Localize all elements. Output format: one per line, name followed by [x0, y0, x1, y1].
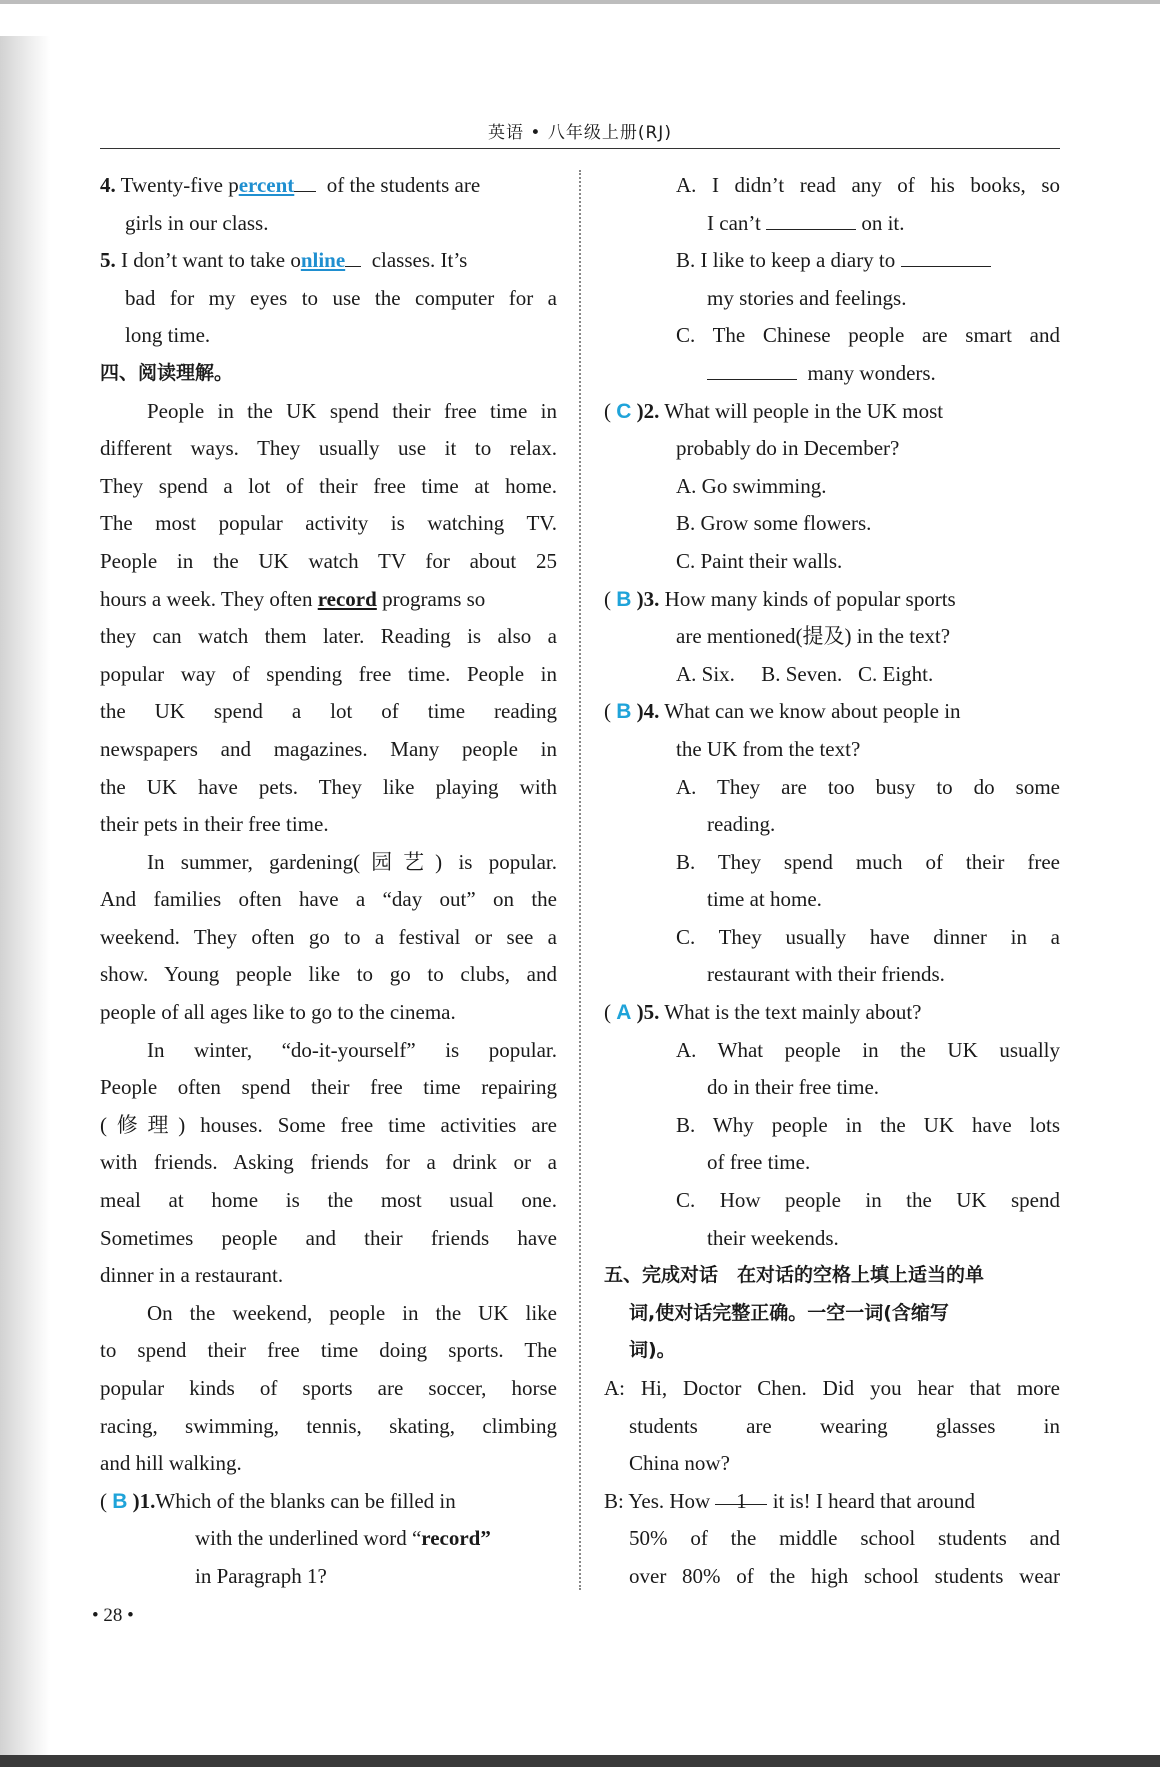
dialog-b-line2: 50% of the middle school students and: [629, 1526, 1060, 1551]
p3-line: dinner in a restaurant.: [100, 1263, 284, 1288]
dialog-b-line1: B: Yes. How 1 it is! I heard that around: [604, 1483, 1060, 1521]
p1-line: People in the UK watch TV for about 25: [100, 548, 557, 573]
q5-line2: bad for my eyes to use the computer for a: [125, 285, 557, 310]
q1-line1: ( B )1.Which of the blanks can be filled in: [100, 1488, 456, 1513]
q1-line2: with the underlined word “record”: [195, 1526, 491, 1551]
dialog-b-line3: over 80% of the high school students wear: [629, 1563, 1060, 1588]
q1-option-c: C. The Chinese people are smart and: [676, 323, 1060, 348]
q5-answer: nline: [300, 248, 346, 273]
p1-line: popular way of spending free time. People in: [100, 661, 557, 686]
header-rule: [100, 148, 1060, 149]
q5-line1: 5. I don’t want to take online classes. It’s: [100, 242, 557, 280]
q4-line2: the UK from the text?: [676, 736, 861, 761]
p3-line: with friends. Asking friends for a drink or a: [100, 1150, 557, 1175]
p1-line: People in the UK spend their free time in: [147, 398, 557, 423]
p1-line: the UK have pets. They like playing with: [100, 774, 557, 799]
q2-line1: ( C )2. What will people in the UK most: [604, 398, 944, 423]
p4-line: On the weekend, people in the UK like: [147, 1300, 557, 1325]
top-edge: [0, 0, 1160, 4]
q5-option-a: A. What people in the UK usually: [676, 1037, 1060, 1062]
q4-option-a: A. They are too busy to do some: [676, 774, 1060, 799]
section5-title-3: 词)。: [629, 1339, 676, 1362]
p3-line: meal at home is the most usual one.: [100, 1188, 557, 1213]
p2-line: weekend. They often go to a festival or see a: [100, 924, 557, 949]
q1-option-b: B. I like to keep a diary to: [604, 242, 1060, 280]
p2-line: people of all ages like to go to the cinema.: [100, 1000, 456, 1025]
q3-options: A. Six. B. Seven. C. Eight.: [676, 661, 934, 686]
q3-line2: are mentioned(提及) in the text?: [676, 624, 951, 649]
blank: [707, 358, 797, 380]
blank: [766, 208, 856, 230]
q4-line1: ( B )4. What can we know about people in: [604, 699, 961, 724]
section5-title-1: 五、完成对话 在对话的空格上填上适当的单: [604, 1264, 985, 1287]
q1-option-c-2: many wonders.: [604, 355, 1060, 393]
q4-line1: 4. Twenty-five percent of the students are: [100, 167, 557, 205]
column-divider: [579, 170, 581, 1590]
p2-line: And families often have a “day out” on the: [100, 887, 557, 912]
dialog-a-line2: students are wearing glasses in: [629, 1413, 1060, 1438]
dialog-a-line1: A: Hi, Doctor Chen. Did you hear that more: [604, 1376, 1060, 1400]
p4-line: and hill walking.: [100, 1451, 242, 1476]
page-header: 英语 • 八年级上册(RJ): [488, 123, 672, 143]
p1-line: different ways. They usually use it to relax.: [100, 436, 557, 461]
p1-line: The most popular activity is watching TV.: [100, 511, 557, 536]
section5-title-2: 词,使对话完整正确。一空一词(含缩写: [629, 1301, 949, 1324]
q1-answer: B: [112, 1489, 128, 1513]
p3-line: People often spend their free time repairing: [100, 1075, 557, 1100]
bottom-edge: [0, 1755, 1160, 1767]
p1-line-record: hours a week. They often record programs so: [100, 586, 486, 611]
p1-line: they can watch them later. Reading is also a: [100, 624, 557, 649]
page-number: • 28 •: [92, 1605, 134, 1626]
q5-line1: ( A )5. What is the text mainly about?: [604, 1000, 922, 1025]
p1-line: They spend a lot of their free time at home.: [100, 473, 557, 498]
p1-line: newspapers and magazines. Many people in: [100, 736, 557, 761]
q4-answer: B: [616, 700, 632, 724]
dialog-a-line3: China now?: [629, 1451, 730, 1476]
q5-line3: long time.: [125, 323, 211, 348]
p4-line: popular kinds of sports are soccer, horse: [100, 1376, 557, 1400]
right-column: [604, 167, 1060, 1596]
underlined-word-record: record: [317, 586, 377, 611]
p2-line: In summer, gardening(园艺) is popular.: [147, 849, 557, 874]
q4-option-b: B. They spend much of their free: [676, 849, 1060, 874]
q2-line2: probably do in December?: [676, 436, 900, 461]
p4-line: racing, swimming, tennis, skating, climbing: [100, 1413, 557, 1438]
q2-option: A. Go swimming.: [676, 473, 827, 498]
p2-line: show. Young people like to go to clubs, and: [100, 962, 557, 987]
q4-option-b-2: time at home.: [707, 887, 822, 912]
left-column: [100, 167, 557, 1596]
q3-line1: ( B )3. How many kinds of popular sports: [604, 586, 956, 611]
q5-option-c: C. How people in the UK spend: [676, 1188, 1060, 1213]
blank-1: 1: [715, 1483, 767, 1505]
q5-option-a-2: do in their free time.: [707, 1075, 880, 1100]
p1-line: their pets in their free time.: [100, 812, 329, 837]
blank: [901, 245, 991, 267]
p4-line: to spend their free time doing sports. The: [100, 1338, 557, 1363]
q1-option-b-2: my stories and feelings.: [707, 285, 907, 310]
p3-line: Sometimes people and their friends have: [100, 1225, 557, 1250]
q4-option-c-2: restaurant with their friends.: [707, 962, 945, 987]
q2-option: C. Paint their walls.: [676, 548, 843, 573]
page-shadow: [0, 36, 50, 1756]
q5-option-b-2: of free time.: [707, 1150, 811, 1175]
q5-option-c-2: their weekends.: [707, 1225, 839, 1250]
p3-line: In winter, “do-it-yourself” is popular.: [147, 1037, 557, 1062]
q1-option-a: A. I didn’t read any of his books, so: [676, 173, 1060, 197]
p1-line: the UK spend a lot of time reading: [100, 699, 557, 724]
q3-answer: B: [616, 587, 632, 611]
q4-answer: ercent: [238, 173, 295, 197]
section4-title: 四、阅读理解。: [100, 361, 234, 384]
q2-option: B. Grow some flowers.: [676, 511, 872, 536]
q1-line3: in Paragraph 1?: [195, 1563, 327, 1588]
p3-line: (修理) houses. Some free time activities are: [100, 1112, 557, 1137]
q1-option-a-2: I can’t on it.: [604, 205, 1060, 243]
q4-line2: girls in our class.: [125, 210, 269, 235]
q2-answer: C: [616, 399, 632, 423]
q4-option-c: C. They usually have dinner in a: [676, 924, 1060, 949]
q4-option-a-2: reading.: [707, 812, 776, 837]
q5-option-b: B. Why people in the UK have lots: [676, 1112, 1060, 1137]
q5-answer: A: [616, 1001, 632, 1025]
